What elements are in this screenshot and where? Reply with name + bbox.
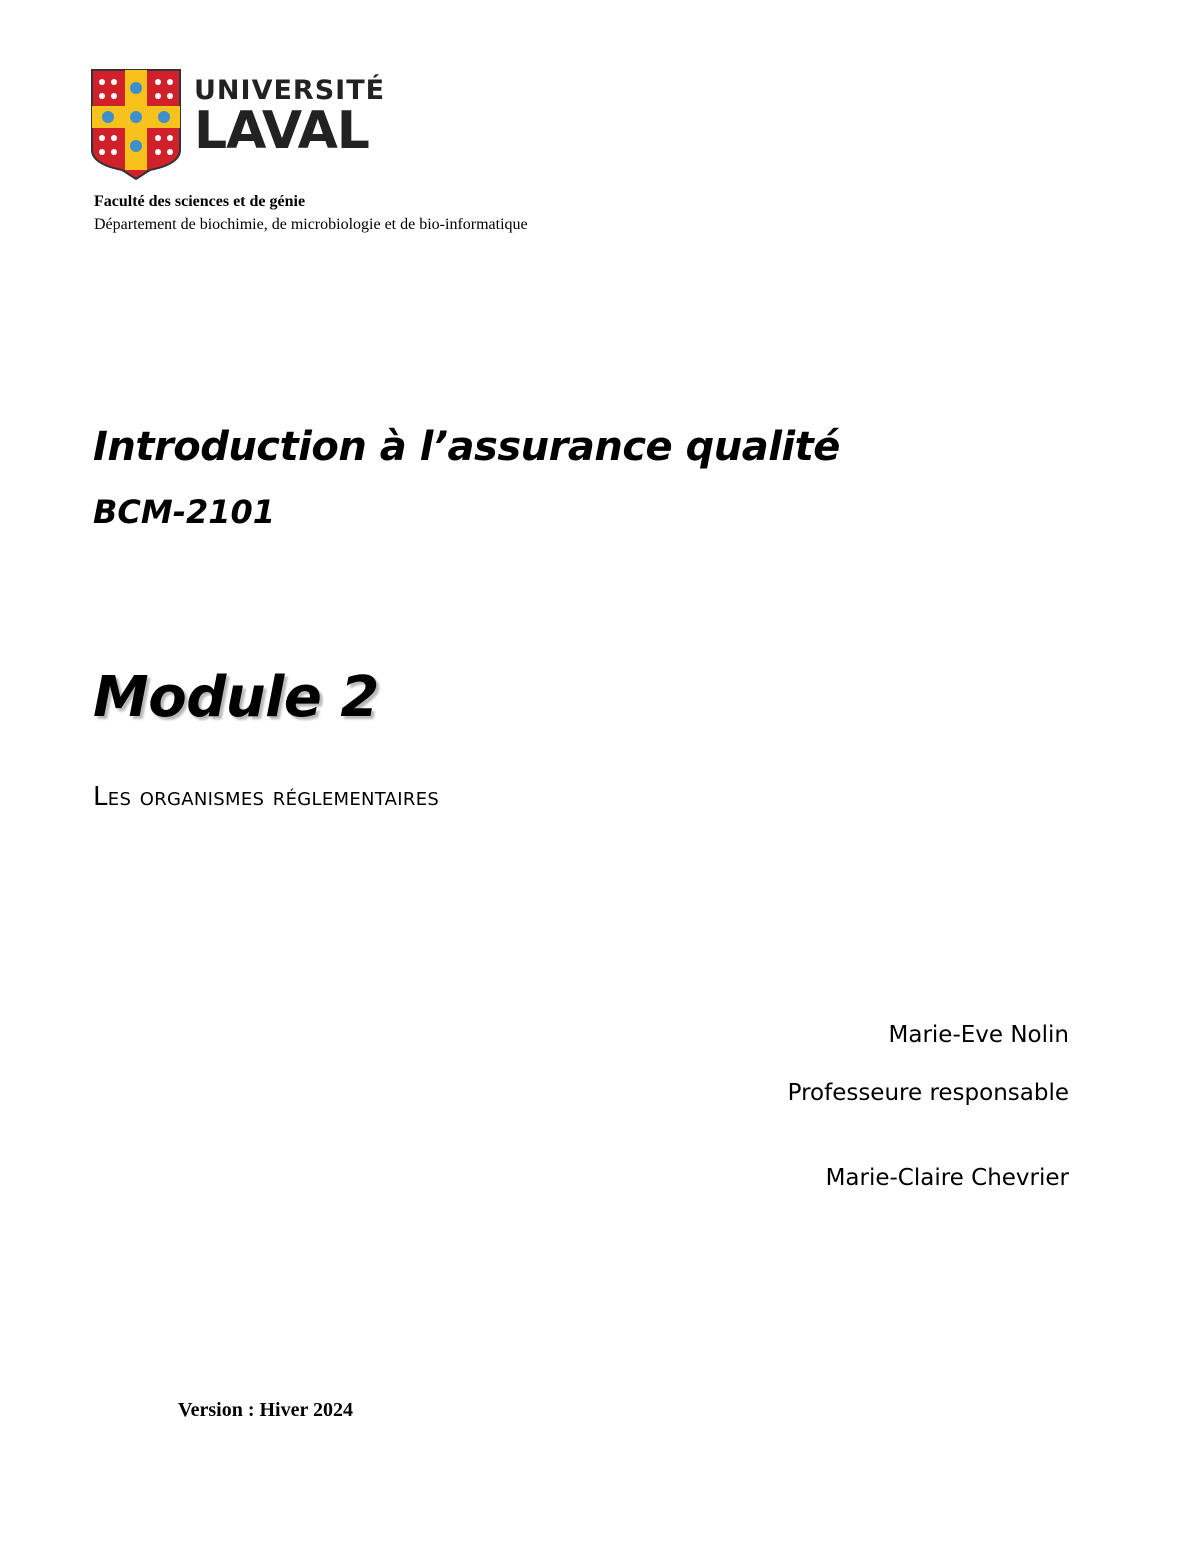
logo-line-universite: UNIVERSITÉ [194,75,386,106]
shield-crest-icon [90,68,182,180]
module-title: Module 2 [93,665,379,730]
author-name-1: Marie-Eve Nolin [888,1022,1069,1048]
version-label: Version : Hiver 2024 [178,1399,353,1421]
university-logo [90,68,386,183]
author-name-2: Marie-Claire Chevrier [825,1165,1069,1191]
course-code: BCM-2101 [93,493,276,531]
module-subtitle: Les organismes réglementaires [93,782,440,812]
faculty-name: Faculté des sciences et de génie [94,193,306,210]
author-role-1: Professeure responsable [787,1080,1069,1106]
course-title: Introduction à l’assurance qualité [93,424,840,470]
department-name: Département de biochimie, de microbiologie et de bio-informatique [94,216,528,233]
logo-line-laval: LAVAL [194,101,369,161]
logo-wordmark [194,75,386,161]
